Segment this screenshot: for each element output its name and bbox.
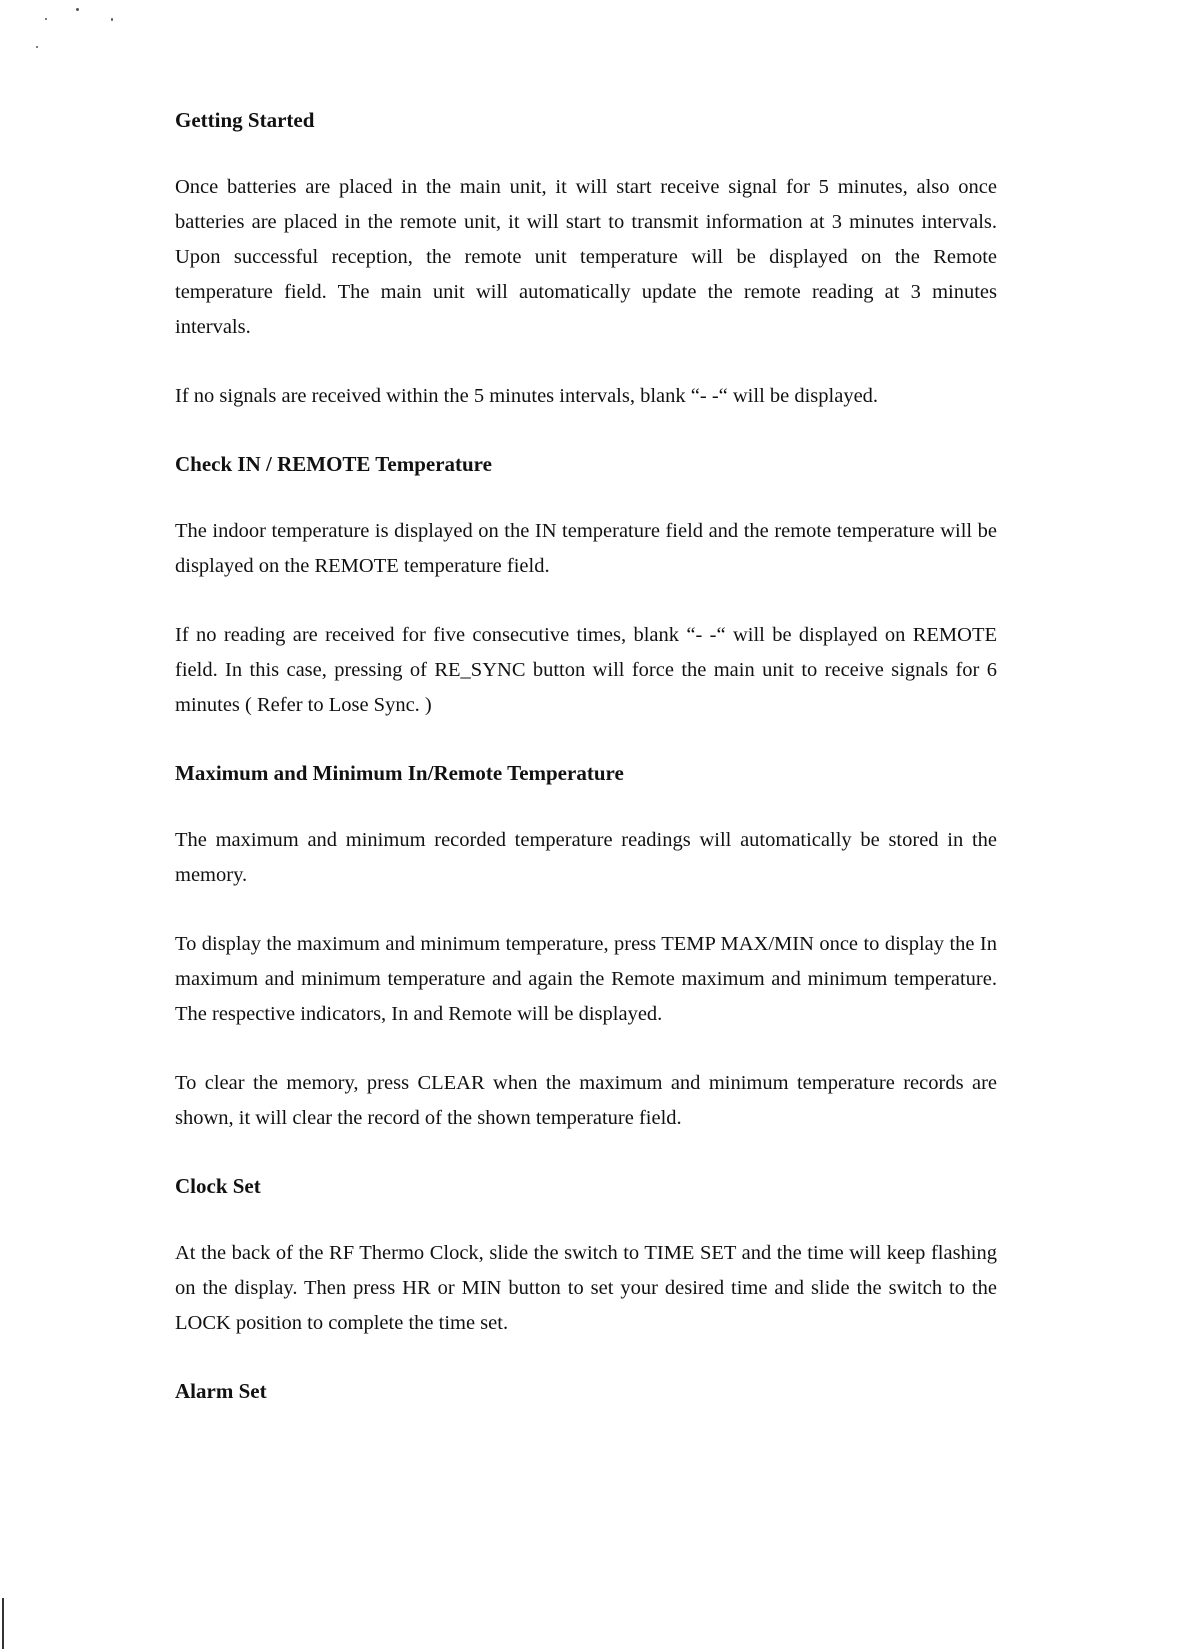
section-getting-started [175,104,997,414]
scan-speck [76,8,79,11]
section-heading: Maximum and Minimum In/Remote Temperature [175,761,624,785]
section-heading: Alarm Set [175,1379,267,1403]
paragraph: To clear the memory, press CLEAR when the maximum and minimum temperature records are shown, it will clear the record of the shown temperature field. [175,1072,997,1129]
section-max-min-temperature [175,757,997,1136]
document-body [175,104,997,1407]
paragraph: If no reading are received for five consecutive times, blank “- -“ will be displayed on REMOTE field. In this case, pressing of RE_SYNC button will force the main unit to receive signals for 6 minutes ( Refer to Lose Sync. ) [175,624,997,716]
paragraph: The indoor temperature is displayed on the IN temperature field and the remote temperature will be displayed on the REMOTE temperature field. [175,520,997,577]
scan-speck [36,46,38,48]
paragraph: At the back of the RF Thermo Clock, slide the switch to TIME SET and the time will keep flashing on the display. Then press HR or MIN button to set your desired time and slide the switch to the LOCK position to complete the time set. [175,1242,997,1334]
scan-edge-mark [2,1598,4,1649]
section-heading: Check IN / REMOTE Temperature [175,452,492,476]
section-alarm-set [175,1375,997,1407]
section-heading: Getting Started [175,108,315,132]
paragraph: The maximum and minimum recorded temperature readings will automatically be stored in the memory. [175,829,997,886]
paragraph: Once batteries are placed in the main unit, it will start receive signal for 5 minutes, also once batteries are placed in the remote unit, it will start to transmit information at 3 minutes intervals. Upon successful reception, the remote unit temperature will be displayed on the Remote temperature field. The main unit will automatically update the remote reading at 3 minutes intervals. [175,176,997,338]
paragraph: To display the maximum and minimum temperature, press TEMP MAX/MIN once to display the In maximum and minimum temperature and again the Remote maximum and minimum temperature. The respective indicators, In and Remote will be displayed. [175,933,997,1025]
section-check-in-remote-temperature [175,448,997,723]
scan-speck [45,18,47,20]
section-heading: Clock Set [175,1174,261,1198]
scan-speck [111,18,113,21]
paragraph: If no signals are received within the 5 minutes intervals, blank “- -“ will be displayed. [175,385,879,407]
section-clock-set [175,1170,997,1341]
